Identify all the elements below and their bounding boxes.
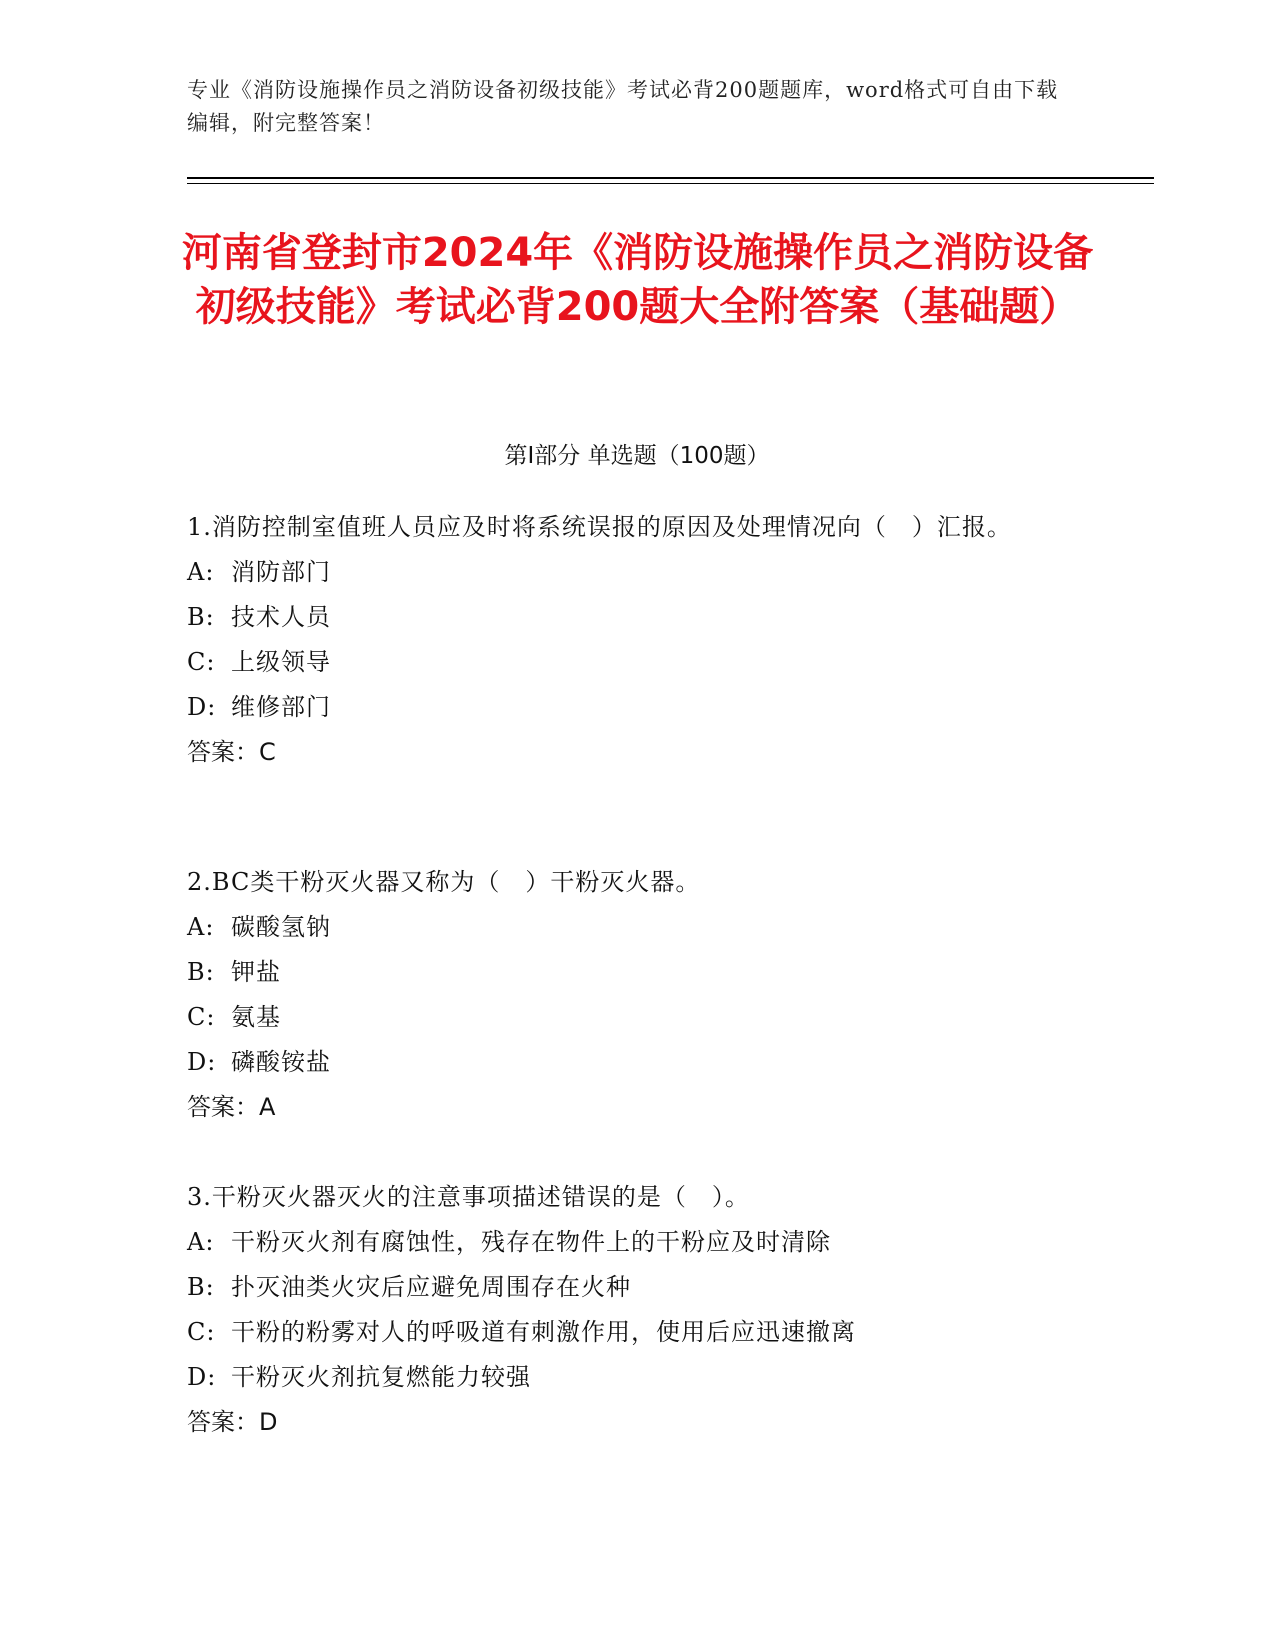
option-a	[187, 1220, 1087, 1265]
option-text: 干粉的粉雾对人的呼吸道有刺激作用，使用后应迅速撤离	[231, 1318, 856, 1346]
option-text: 维修部门	[231, 693, 331, 721]
option-letter: A:	[187, 1228, 215, 1256]
option-text: 消防部门	[231, 558, 331, 586]
option-letter: B:	[187, 603, 215, 631]
option-text: 干粉灭火剂有腐蚀性，残存在物件上的干粉应及时清除	[231, 1228, 831, 1256]
option-text: 技术人员	[231, 603, 331, 631]
question-3	[187, 1175, 1087, 1445]
question-1	[187, 505, 1087, 775]
header-divider-thin	[187, 183, 1154, 184]
header-divider-thick	[187, 177, 1154, 179]
option-d	[187, 685, 1087, 730]
answer-line: 答案：C	[187, 738, 276, 766]
option-text: 磷酸铵盐	[231, 1048, 331, 1076]
answer-line: 答案：A	[187, 1093, 276, 1121]
option-letter: D:	[187, 1363, 217, 1391]
option-text: 氨基	[231, 1003, 281, 1031]
option-letter: A:	[187, 913, 215, 941]
question-2	[187, 860, 1087, 1130]
option-letter: B:	[187, 958, 215, 986]
option-c	[187, 640, 1087, 685]
option-text: 扑灭油类火灾后应避免周围存在火种	[231, 1273, 631, 1301]
option-letter: C:	[187, 1318, 216, 1346]
question-stem: 1.消防控制室值班人员应及时将系统误报的原因及处理情况向（ ）汇报。	[187, 513, 1012, 541]
option-b	[187, 950, 1087, 995]
option-letter: C:	[187, 1003, 216, 1031]
option-d	[187, 1040, 1087, 1085]
question-stem: 2.BC类干粉灭火器又称为（ ）干粉灭火器。	[187, 868, 701, 896]
answer-line: 答案：D	[187, 1408, 278, 1436]
option-letter: D:	[187, 693, 217, 721]
option-a	[187, 905, 1087, 950]
document-title: 河南省登封市2024年《消防设施操作员之消防设备初级技能》考试必背200题大全附答案（基础题）	[181, 230, 1094, 330]
option-text: 干粉灭火剂抗复燃能力较强	[231, 1363, 531, 1391]
section-heading: 第Ⅰ部分 单选题（100题）	[504, 443, 770, 469]
option-c	[187, 1310, 1087, 1355]
option-b	[187, 1265, 1087, 1310]
option-c	[187, 995, 1087, 1040]
option-letter: B:	[187, 1273, 215, 1301]
option-b	[187, 595, 1087, 640]
header-note: 专业《消防设施操作员之消防设备初级技能》考试必背200题题库，word格式可自由下载编辑，附完整答案！	[187, 78, 1059, 135]
option-letter: D:	[187, 1048, 217, 1076]
option-a	[187, 550, 1087, 595]
option-text: 钾盐	[231, 958, 281, 986]
question-stem: 3.干粉灭火器灭火的注意事项描述错误的是（ ）。	[187, 1183, 750, 1211]
option-letter: A:	[187, 558, 215, 586]
option-d	[187, 1355, 1087, 1400]
option-text: 上级领导	[231, 648, 331, 676]
option-letter: C:	[187, 648, 216, 676]
option-text: 碳酸氢钠	[231, 913, 331, 941]
